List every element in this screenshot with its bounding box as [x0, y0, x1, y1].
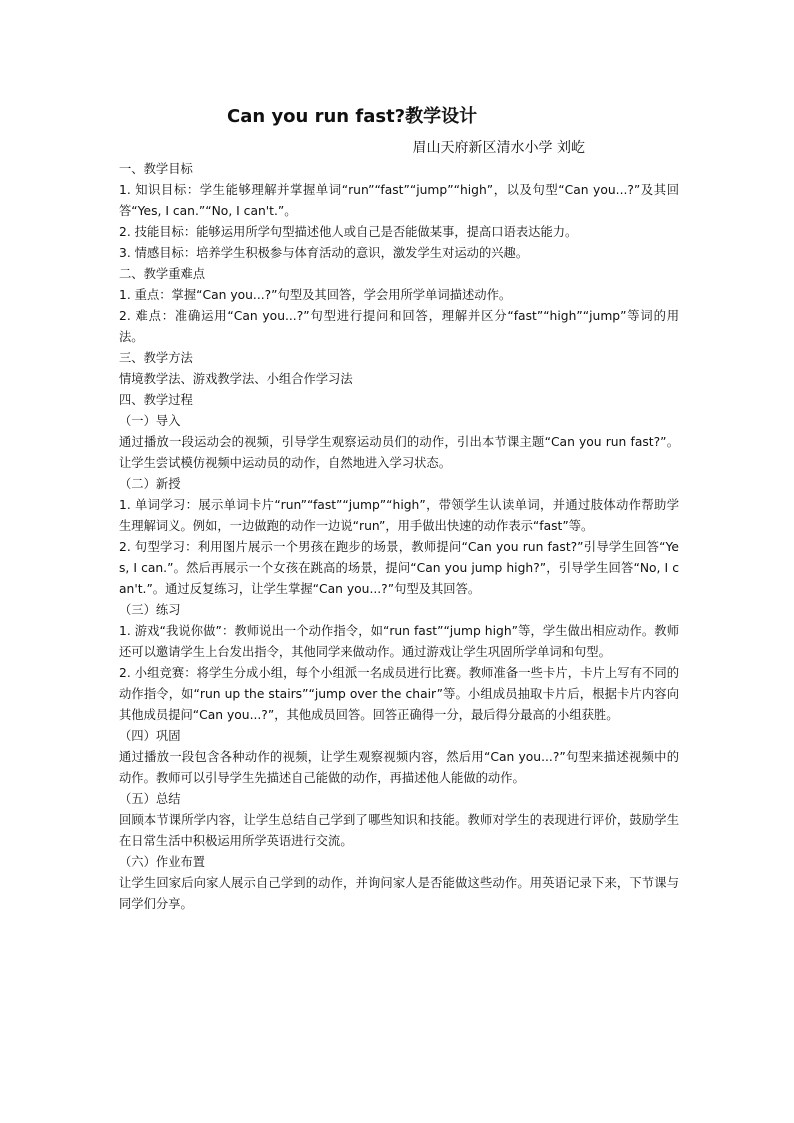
- document-author: 眉山天府新区清水小学 刘屹: [412, 140, 585, 156]
- paragraph: 情境教学法、游戏教学法、小组合作学习法: [119, 372, 353, 386]
- paragraph: 1. 单词学习：展示单词卡片“run”“fast”“jump”“high”，带领学生认读单词，并通过肢体动作帮助学生理解词义。例如，一边做跑的动作一边说“run”，用手做出快速的动作表示“fast”等。: [119, 498, 679, 533]
- section-heading: 二、教学重难点: [119, 267, 206, 281]
- paragraph: 通过播放一段包含各种动作的视频，让学生观察视频内容，然后用“Can you...?”句型来描述视频中的动作。教师可以引导学生先描述自己能做的动作，再描述他人能做的动作。: [119, 750, 679, 785]
- subsection-heading: （四）巩固: [119, 729, 181, 743]
- paragraph: 1. 重点：掌握“Can you...?”句型及其回答，学会用所学单词描述动作。: [119, 288, 512, 302]
- subsection-heading: （二）新授: [119, 477, 181, 491]
- paragraph: 1. 游戏“我说你做”：教师说出一个动作指令，如“run fast”“jump high”等，学生做出相应动作。教师还可以邀请学生上台发出指令，其他同学来做动作。通过游戏让学生巩固所学单词和句型。: [119, 624, 679, 659]
- section-heading: 三、教学方法: [119, 351, 193, 365]
- document-page: [119, 104, 679, 915]
- section-heading: 一、教学目标: [119, 162, 193, 176]
- paragraph: 回顾本节课所学内容，让学生总结自己学到了哪些知识和技能。教师对学生的表现进行评价，鼓励学生在日常生活中积极运用所学英语进行交流。: [119, 813, 679, 848]
- document-title: Can you run fast?教学设计: [227, 106, 478, 127]
- paragraph: 2. 句型学习：利用图片展示一个男孩在跑步的场景，教师提问“Can you run fast?”引导学生回答“Yes, I can.”。然后再展示一个女孩在跳高的场景，提问“Can you jump high?”，引导学生回答“No, I can't.”。通过反复练习，让学生掌握“Can you...?”句型及其回答。: [119, 540, 679, 596]
- paragraph: 2. 技能目标：能够运用所学句型描述他人或自己是否能做某事，提高口语表达能力。: [119, 225, 578, 239]
- section-heading: 四、教学过程: [119, 393, 193, 407]
- document-body: [119, 159, 679, 915]
- paragraph: 3. 情感目标：培养学生积极参与体育活动的意识，激发学生对运动的兴趣。: [119, 246, 529, 260]
- subsection-heading: （一）导入: [119, 414, 181, 428]
- paragraph: 通过播放一段运动会的视频，引导学生观察运动员们的动作，引出本节课主题“Can you run fast?”。让学生尝试模仿视频中运动员的动作，自然地进入学习状态。: [119, 435, 679, 470]
- paragraph: 让学生回家后向家人展示自己学到的动作，并询问家人是否能做这些动作。用英语记录下来，下节课与同学们分享。: [119, 876, 679, 911]
- paragraph: 2. 难点：准确运用“Can you...?”句型进行提问和回答，理解并区分“fast”“high”“jump”等词的用法。: [119, 309, 679, 344]
- subsection-heading: （三）练习: [119, 603, 181, 617]
- subsection-heading: （五）总结: [119, 792, 181, 806]
- paragraph: 1. 知识目标：学生能够理解并掌握单词“run”“fast”“jump”“high”，以及句型“Can you...?”及其回答“Yes, I can.”“No, I can't.”。: [119, 183, 679, 218]
- paragraph: 2. 小组竞赛：将学生分成小组，每个小组派一名成员进行比赛。教师准备一些卡片，卡片上写有不同的动作指令，如“run up the stairs”“jump over the chair”等。小组成员抽取卡片后，根据卡片内容向其他成员提问“Can you...?”，其他成员回答。回答正确得一分，最后得分最高的小组获胜。: [119, 666, 679, 722]
- subsection-heading: （六）作业布置: [119, 855, 206, 869]
